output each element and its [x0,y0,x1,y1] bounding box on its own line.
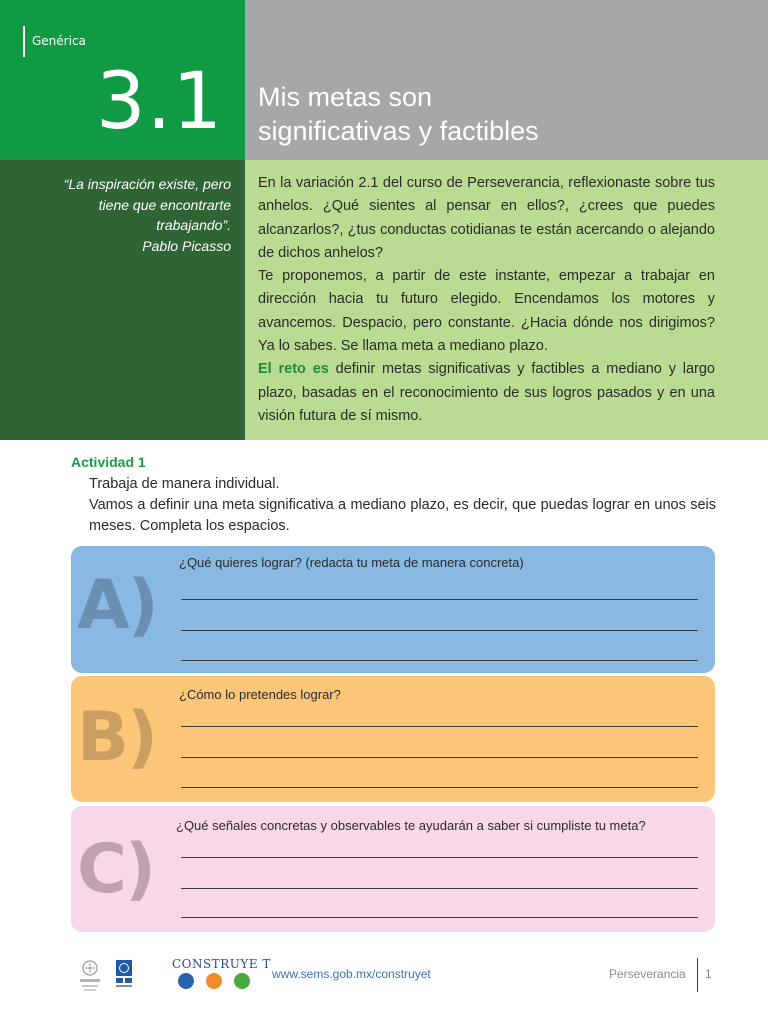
website-link[interactable]: www.sems.gob.mx/construyet [272,967,431,981]
answer-line[interactable] [181,726,698,727]
category-divider [23,26,25,57]
quote-line-1: “La inspiración existe, pero [63,176,231,192]
construye-orange-icon [206,973,222,989]
quote-line-2: tiene que encontrarte [98,196,231,213]
sep-logo-icon [77,958,103,994]
construye-green-icon [234,973,250,989]
undp-logo-icon [116,960,132,990]
challenge-text: definir metas significativas y factibles a mediano y largo plazo, basadas en el reconocimiento de sus logros pasados y en una visión futura de sí mismo. [258,361,715,424]
activity-instructions [89,474,716,537]
footer-divider [697,958,698,992]
answer-line[interactable] [181,660,698,661]
quote-line-3: trabajando”. [156,217,231,233]
answer-line[interactable] [181,917,698,918]
box-letter-c: C) [77,830,154,909]
answer-line[interactable] [181,599,698,600]
page-title [258,80,738,148]
answer-box-a [71,546,715,673]
title-line-1: Mis metas son [258,82,433,112]
answer-line[interactable] [181,757,698,758]
page-number: 1 [705,967,712,981]
activity-line-2: Vamos a definir una meta significativa a mediano plazo, es decir, que puedas lograr en unos seis meses. Completa los espacios. [89,497,716,534]
footer-course-name: Perseverancia [609,967,686,981]
intro-paragraph-2: Te proponemos, a partir de este instante, empezar a trabajar en dirección hacia tu futuro elegido. Encendamos los motores y avancemos. Despacio, pero constante. ¿Hacia dónde nos dirigimos? Ya lo sabes. Se llama meta a mediano plazo. [258,268,715,355]
activity-heading: Actividad 1 [71,454,146,470]
answer-line[interactable] [181,857,698,858]
challenge-lead: El reto es [258,361,329,378]
quote-author: Pablo Picasso [142,237,231,254]
construye-t-logo [172,957,271,997]
answer-box-b [71,676,715,802]
title-line-2: significativas y factibles [258,116,539,146]
answer-line[interactable] [181,888,698,889]
construye-blue-icon [178,973,194,989]
box-question-b: ¿Cómo lo pretendes lograr? [179,687,341,702]
quote [40,174,231,256]
intro-paragraph-1: En la variación 2.1 del curso de Perseverancia, reflexionaste sobre tus anhelos. ¿Qué sientes al pensar en ellos?, ¿crees que puedes alcanzarlos?, ¿tus conductas cotidianas te están acercando o alejando de dichos anhelos? [258,175,715,261]
box-letter-a: A) [77,566,157,645]
answer-line[interactable] [181,630,698,631]
answer-box-c [71,806,715,932]
intro-challenge [258,358,715,428]
box-letter-b: B) [77,698,156,777]
box-question-c: ¿Qué señales concretas y observables te ayudarán a saber si cumpliste tu meta? [176,818,646,833]
section-number: 3.1 [96,57,224,147]
box-question-a: ¿Qué quieres lograr? (redacta tu meta de manera concreta) [179,555,524,570]
activity-line-1: Trabaja de manera individual. [89,476,280,492]
construye-t-brand: CONSTRUYE T [172,957,271,971]
intro-text [258,172,715,428]
answer-line[interactable] [181,787,698,788]
category-label: Genérica [32,34,86,48]
